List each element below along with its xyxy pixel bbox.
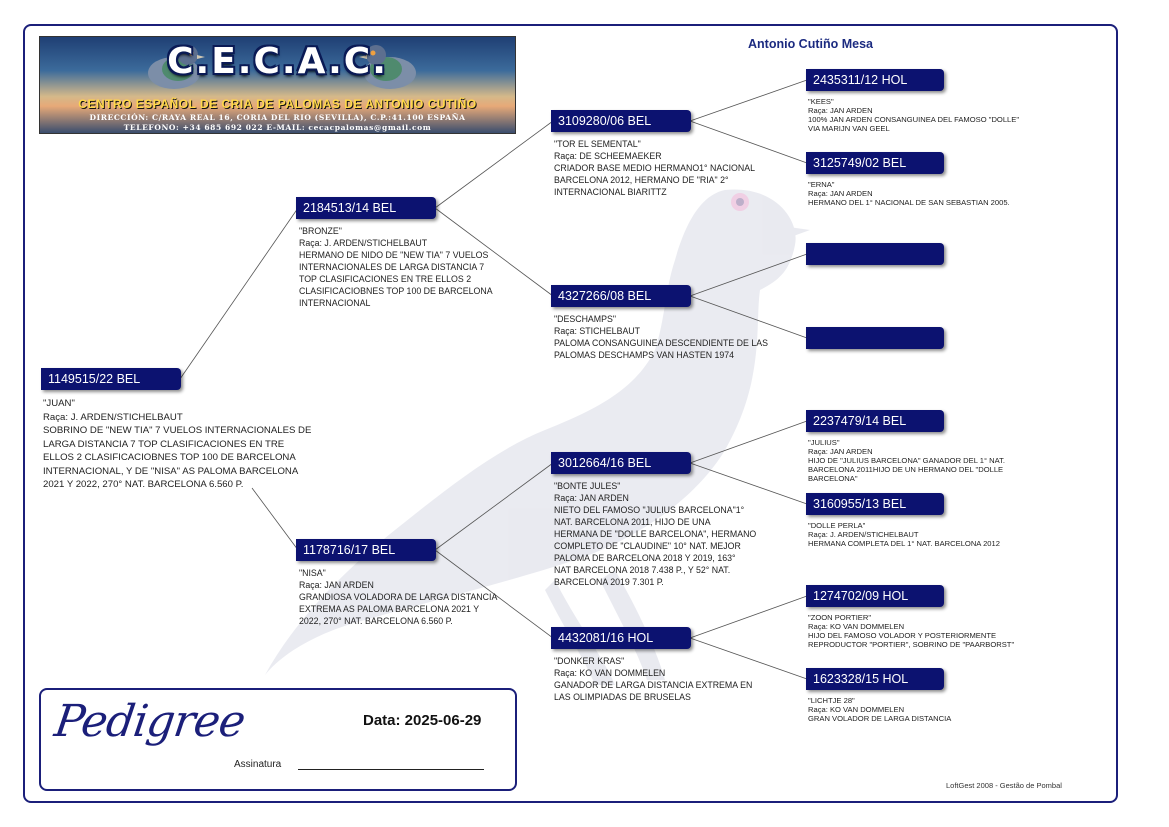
ddd-line: GRAN VOLADOR DE LARGA DISTANCIA	[808, 714, 952, 723]
ds-line: Raça: JAN ARDEN	[554, 493, 629, 503]
ss-line: Raça: DE SCHEEMAEKER	[554, 151, 662, 161]
dd-line: Raça: KO VAN DOMMELEN	[554, 668, 666, 678]
ds-info	[554, 480, 756, 588]
sss-ring-box[interactable]: 2435311/12 HOL	[806, 69, 944, 91]
dsd-line: HERMANA COMPLETA DEL 1° NAT. BARCELONA 2012	[808, 539, 1000, 548]
sss-info	[808, 97, 1019, 133]
banner-contact: TELEFONO: +34 685 692 022 E-MAIL: cecacpalomas@gmail.com	[123, 123, 432, 132]
dam-line: "NISA"	[299, 568, 326, 578]
sd-info	[554, 313, 768, 361]
dam-info	[299, 567, 497, 627]
dss-line: BARCELONA"	[808, 474, 858, 483]
ssd-line: "ERNA"	[808, 180, 835, 189]
sss-line: VIA MARIJN VAN GEEL	[808, 124, 890, 133]
sire-info	[299, 225, 493, 309]
sire-line: Raça: J. ARDEN/STICHELBAUT	[299, 238, 428, 248]
ds-line: "BONTE JULES"	[554, 481, 621, 491]
ds-line: HERMANA DE "DOLLE BARCELONA", HERMANO	[554, 529, 757, 539]
ssd-ring-box[interactable]: 3125749/02 BEL	[806, 152, 944, 174]
ds-line: NAT BARCELONA 2018 7.438 P., Y 52° NAT.	[554, 565, 731, 575]
dam-line: Raça: JAN ARDEN	[299, 580, 374, 590]
dds-ring-box[interactable]: 1274702/09 HOL	[806, 585, 944, 607]
dam-line: EXTREMA AS PALOMA BARCELONA 2021 Y	[299, 604, 480, 614]
sss-line: "KEES"	[808, 97, 834, 106]
dss-line: Raça: JAN ARDEN	[808, 447, 873, 456]
sss-line: Raça: JAN ARDEN	[808, 106, 873, 115]
subject-info	[43, 397, 311, 492]
sire-ring-box[interactable]: 2184513/14 BEL	[296, 197, 436, 219]
owner-name: Antonio Cutiño Mesa	[748, 37, 873, 51]
dsd-ring-box[interactable]: 3160955/13 BEL	[806, 493, 944, 515]
ss-line: "TOR EL SEMENTAL"	[554, 139, 641, 149]
dam-line: GRANDIOSA VOLADORA DE LARGA DISTANCIA	[299, 592, 498, 602]
ssd-line: HERMANO DEL 1° NACIONAL DE SAN SEBASTIAN 2005.	[808, 198, 1010, 207]
ddd-line: "LICHTJE 28"	[808, 696, 855, 705]
subject-line: SOBRINO DE "NEW TIA" 7 VUELOS INTERNACIONALES DE	[43, 425, 312, 436]
sds-ring-box[interactable]	[806, 243, 944, 265]
ss-line: BARCELONA 2012, HERMANO DE "RIA" 2°	[554, 175, 729, 185]
ds-line: NAT. BARCELONA 2011, HIJO DE UNA	[554, 517, 711, 527]
sdd-ring-box[interactable]	[806, 327, 944, 349]
banner-subtitle: CENTRO ESPAÑOL DE CRIA DE PALOMAS DE ANTONIO CUTIÑO	[78, 97, 477, 111]
dds-line: Raça: KO VAN DOMMELEN	[808, 622, 905, 631]
dam-ring-box[interactable]: 1178716/17 BEL	[296, 539, 436, 561]
ds-line: BARCELONA 2019 7.301 P.	[554, 577, 664, 587]
ddd-info	[808, 696, 951, 723]
ds-ring-box[interactable]: 3012664/16 BEL	[551, 452, 691, 474]
subject-line: LARGA DISTANCIA 7 TOP CLASIFICACIONES EN TRE	[43, 438, 285, 450]
subject-line: INTERNACIONAL, Y DE "NISA" AS PALOMA BARCELONA	[43, 465, 299, 477]
dd-line: GANADOR DE LARGA DISTANCIA EXTREMA EN	[554, 680, 753, 690]
dsd-line: Raça: J. ARDEN/STICHELBAUT	[808, 530, 919, 539]
dds-line: "ZOON PORTIER"	[808, 613, 872, 622]
ss-line: INTERNACIONAL BIARITTZ	[554, 187, 667, 197]
ssd-line: Raça: JAN ARDEN	[808, 189, 873, 198]
dss-line: "JULIUS"	[808, 438, 840, 447]
sire-line: CLASIFICACIOBNES TOP 100 DE BARCELONA	[299, 286, 493, 296]
dss-info	[808, 438, 1005, 483]
sd-ring-box[interactable]: 4327266/08 BEL	[551, 285, 691, 307]
signature-label: Assinatura	[234, 759, 282, 770]
subject-ring-box[interactable]: 1149515/22 BEL	[41, 368, 181, 390]
sire-line: INTERNACIONAL	[299, 298, 371, 308]
subject-line: Raça: J. ARDEN/STICHELBAUT	[43, 411, 183, 423]
date-label: Data: 2025-06-29	[363, 712, 482, 729]
banner-title: C.E.C.A.C.	[167, 41, 388, 82]
sire-line: HERMANO DE NIDO DE "NEW TIA" 7 VUELOS	[299, 250, 489, 260]
ds-line: PALOMA DE BARCELONA 2018 Y 2019, 163°	[554, 553, 736, 563]
signature-panel	[39, 688, 517, 791]
dss-line: BARCELONA 2011HIJO DE UN HERMANO DEL "DOLLE	[808, 465, 1004, 474]
ssd-info	[808, 180, 1010, 207]
dds-line: REPRODUCTOR "PORTIER", SOBRINO DE "PAARBORST"	[808, 640, 1015, 649]
ds-line: NIETO DEL FAMOSO "JULIUS BARCELONA"1°	[554, 505, 745, 515]
pedigree-logo: Pedigree	[51, 696, 248, 747]
dss-ring-box[interactable]: 2237479/14 BEL	[806, 410, 944, 432]
dss-line: HIJO DE "JULIUS BARCELONA" GANADOR DEL 1° NAT.	[808, 456, 1006, 465]
dsd-info	[808, 521, 1000, 548]
banner-address: DIRECCIÓN: C/RAYA REAL 16, CORIA DEL RIO (SEVILLA), C.P.:41.100 ESPAÑA	[89, 113, 466, 122]
dds-info	[808, 613, 1014, 649]
dsd-line: "DOLLE PERLA"	[808, 521, 866, 530]
subject-line: 2021 Y 2022, 270° NAT. BARCELONA 6.560 P.	[43, 479, 244, 490]
dd-line: LAS OLIMPIADAS DE BRUSELAS	[554, 692, 691, 702]
ddd-line: Raça: KO VAN DOMMELEN	[808, 705, 905, 714]
ss-line: CRIADOR BASE MEDIO HERMANO1° NACIONAL	[554, 163, 755, 173]
software-credit: LoftGest 2008 - Gestão de Pombal	[946, 781, 1062, 790]
sss-line: 100% JAN ARDEN CONSANGUINEA DEL FAMOSO "DOLLE"	[808, 115, 1020, 124]
sd-line: PALOMA CONSANGUINEA DESCENDIENTE DE LAS	[554, 338, 768, 348]
ddd-ring-box[interactable]: 1623328/15 HOL	[806, 668, 944, 690]
dd-info	[554, 655, 752, 703]
dd-ring-box[interactable]: 4432081/16 HOL	[551, 627, 691, 649]
ss-ring-box[interactable]: 3109280/06 BEL	[551, 110, 691, 132]
sd-line: Raça: STICHELBAUT	[554, 326, 641, 336]
ds-line: COMPLETO DE "CLAUDINE" 10° NAT. MEJOR	[554, 541, 741, 551]
signature-line[interactable]	[298, 769, 484, 770]
dd-line: "DONKER KRAS"	[554, 656, 625, 666]
subject-line: ELLOS 2 CLASIFICACIOBNES TOP 100 DE BARCELONA	[43, 452, 296, 463]
sd-line: "DESCHAMPS"	[554, 314, 616, 324]
sire-line: TOP CLASIFICACIONES EN TRE ELLOS 2	[299, 274, 472, 284]
ss-info	[554, 138, 755, 198]
subject-line: "JUAN"	[43, 398, 75, 409]
sire-line: "BRONZE"	[299, 226, 342, 236]
sd-line: PALOMAS DESCHAMPS VAN HASTEN 1974	[554, 350, 735, 360]
sire-line: INTERNACIONALES DE LARGA DISTANCIA 7	[299, 262, 485, 272]
dds-line: HIJO DEL FAMOSO VOLADOR Y POSTERIORMENTE	[808, 631, 997, 640]
dam-line: 2022, 270° NAT. BARCELONA 6.560 P.	[299, 616, 453, 626]
